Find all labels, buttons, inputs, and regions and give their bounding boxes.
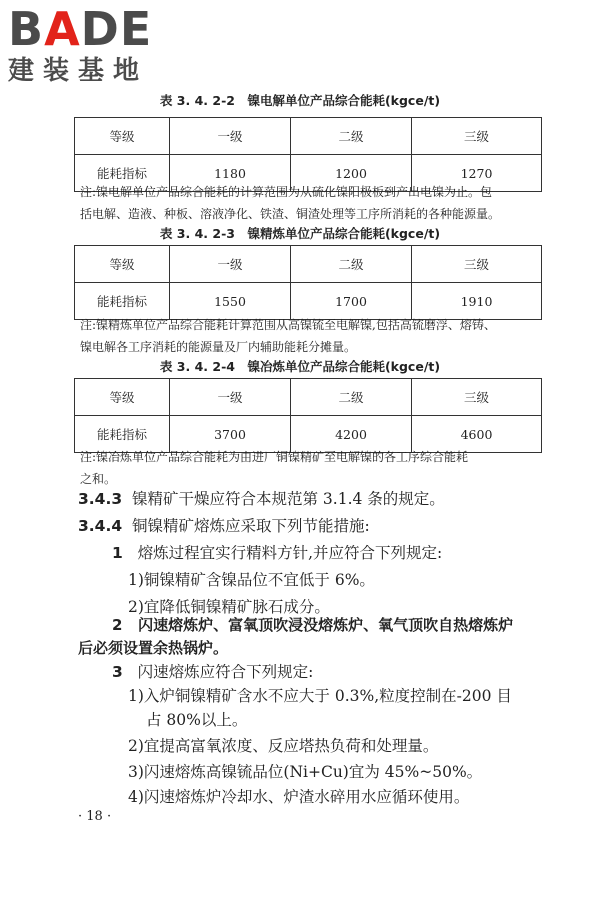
note-line: 镍电解各工序消耗的能源量及厂内辅助能耗分摊量。 (80, 340, 357, 354)
header-cell: 等级 (75, 246, 170, 283)
value-cell: 1180 (170, 155, 291, 192)
brand-logo (8, 2, 183, 88)
row-label-cell: 能耗指标 (75, 416, 170, 453)
subitem-3-1-line-1: 1)入炉铜镍精矿含水不应大于 0.3%,粒度控制在-200 目 (128, 687, 512, 705)
page-number: · 18 · (78, 809, 112, 824)
clause-text: 铜镍精矿熔炼应采取下列节能措施: (132, 517, 370, 535)
value-cell: 3700 (170, 416, 291, 453)
header-cell: 一级 (170, 246, 291, 283)
table-note-3-4-2-3 (80, 314, 550, 358)
item-number: 1 (112, 544, 123, 562)
logo-subtitle: 建装基地 (8, 56, 149, 86)
clause-3-4-4 (78, 516, 370, 536)
subitem-3-4: 4)闪速熔炼炉冷却水、炉渣水碎用水应循环使用。 (128, 788, 470, 806)
table-3-4-2-4 (74, 378, 542, 453)
value-cell: 4200 (291, 416, 412, 453)
value-cell: 1200 (291, 155, 412, 192)
item-2-line-1 (112, 615, 513, 635)
item-1 (112, 543, 442, 563)
header-cell: 二级 (291, 246, 412, 283)
header-cell: 等级 (75, 118, 170, 155)
logo-letter-b: B (8, 2, 45, 56)
header-cell: 二级 (291, 379, 412, 416)
subitem-1-1: 1)铜镍精矿含镍品位不宜低于 6%。 (128, 571, 375, 589)
value-cell: 4600 (412, 416, 542, 453)
header-cell: 三级 (412, 118, 542, 155)
subitem-3-1-line-2: 占 80%以上。 (146, 711, 248, 729)
header-cell: 三级 (412, 379, 542, 416)
header-cell: 一级 (170, 379, 291, 416)
clause-number: 3.4.4 (78, 517, 123, 535)
value-cell: 1270 (412, 155, 542, 192)
logo-wordmark (8, 2, 183, 56)
clause-text: 镍精矿干燥应符合本规范第 3.1.4 条的规定。 (132, 490, 445, 508)
table-note-3-4-2-2 (80, 181, 550, 225)
item-text: 闪速熔炼炉、富氧顶吹浸没熔炼炉、氧气顶吹自热熔炼炉 (138, 616, 514, 634)
logo-letter-a: A (44, 2, 81, 56)
row-label-cell: 能耗指标 (75, 283, 170, 320)
value-cell: 1910 (412, 283, 542, 320)
item-number: 3 (112, 663, 123, 681)
clause-3-4-3 (78, 489, 445, 509)
note-line: 括电解、造液、种板、溶液净化、铁渣、铜渣处理等工序所消耗的各种能源量。 (80, 207, 501, 221)
note-line: 注:镍冶炼单位产品综合能耗为由进厂铜镍精矿至电解镍的各工序综合能耗 (80, 450, 469, 464)
table-header-row (75, 246, 542, 283)
subitem-1-2: 2)宜降低铜镍精矿脉石成分。 (128, 598, 330, 616)
table-caption-3-4-2-4: 表 3. 4. 2-4 镍冶炼单位产品综合能耗(kgce/t) (159, 359, 441, 374)
table-header-row (75, 379, 542, 416)
table-header-row (75, 118, 542, 155)
header-cell: 三级 (412, 246, 542, 283)
value-cell: 1550 (170, 283, 291, 320)
note-line: 注:镍电解单位产品综合能耗的计算范围为从硫化镍阳极板到产出电镍为止。包 (80, 185, 493, 199)
value-cell: 1700 (291, 283, 412, 320)
subitem-3-2: 2)宜提高富氧浓度、反应塔热负荷和处理量。 (128, 737, 439, 755)
note-line: 之和。 (80, 472, 117, 486)
header-cell: 二级 (291, 118, 412, 155)
item-text: 闪速熔炼应符合下列规定: (137, 663, 314, 681)
subitem-3-3: 3)闪速熔炼高镍锍品位(Ni+Cu)宜为 45%~50%。 (128, 763, 483, 781)
table-3-4-2-3 (74, 245, 542, 320)
row-label-cell: 能耗指标 (75, 155, 170, 192)
item-text: 熔炼过程宜实行精料方针,并应符合下列规定: (137, 544, 443, 562)
table-caption-3-4-2-3: 表 3. 4. 2-3 镍精炼单位产品综合能耗(kgce/t) (159, 226, 441, 241)
clause-number: 3.4.3 (78, 490, 123, 508)
header-cell: 等级 (75, 379, 170, 416)
table-caption-3-4-2-2: 表 3. 4. 2-2 镍电解单位产品综合能耗(kgce/t) (159, 93, 441, 108)
item-3 (112, 662, 313, 682)
item-2-line-2: 后必须设置余热锅炉。 (78, 639, 229, 657)
item-number: 2 (112, 616, 123, 634)
header-cell: 一级 (170, 118, 291, 155)
logo-letters-de: DE (80, 2, 153, 56)
table-note-3-4-2-4 (80, 446, 550, 490)
note-line: 注:镍精炼单位产品综合能耗计算范围从高镍锍至电解镍,包括高锍磨浮、熔铸、 (80, 318, 496, 332)
